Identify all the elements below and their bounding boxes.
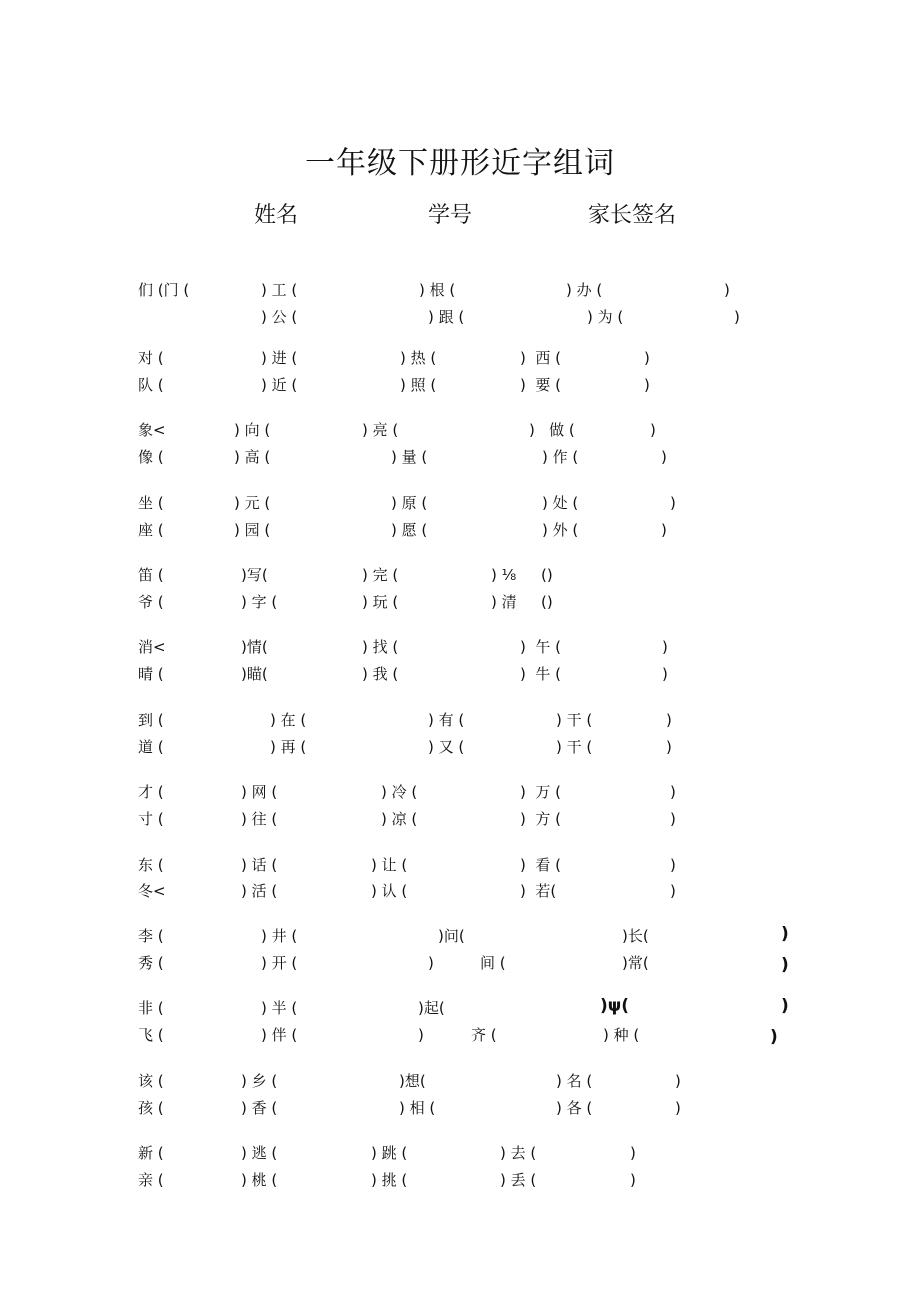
exercise-row-19-cell-4: )长( bbox=[622, 927, 649, 945]
exercise-row-23-cell-5: ) bbox=[675, 1072, 681, 1090]
exercise-row-12-cell-5: ) bbox=[662, 665, 668, 683]
exercise-row-13-cell-2: ) 在 ( bbox=[270, 711, 307, 729]
exercise-row-9-cell-2: )写( bbox=[241, 566, 268, 584]
exercise-row-25-cell-4: ) 去 ( bbox=[500, 1144, 537, 1162]
exercise-row-6-cell-2: ) 高 ( bbox=[234, 448, 271, 466]
exercise-row-3-cell-4: ) 西 ( bbox=[520, 349, 562, 367]
parent-signature-label: 家长签名 bbox=[588, 203, 677, 228]
exercise-row-16-cell-2: ) 往 ( bbox=[241, 810, 278, 828]
exercise-row-4-cell-2: ) 近 ( bbox=[261, 376, 298, 394]
exercise-row-12-cell-3: ) 我 ( bbox=[362, 665, 399, 683]
exercise-row-18-cell-2: ) 活 ( bbox=[241, 882, 278, 900]
exercise-row-4-cell-4: ) 要 ( bbox=[520, 376, 562, 394]
exercise-row-6-cell-3: ) 量 ( bbox=[391, 448, 428, 466]
exercise-row-14-cell-4: ) 干 ( bbox=[556, 738, 593, 756]
exercise-row-16-cell-1: 寸 ( bbox=[138, 810, 164, 828]
exercise-row-26-cell-1: 亲 ( bbox=[138, 1171, 164, 1189]
exercise-row-22-cell-3: ) bbox=[418, 1026, 424, 1044]
exercise-row-20-cell-2: ) 开 ( bbox=[261, 954, 298, 972]
exercise-row-6-cell-4: ) 作 ( bbox=[542, 448, 579, 466]
exercise-row-10-cell-4: ) 清 bbox=[491, 593, 517, 611]
exercise-row-10-cell-5: () bbox=[541, 593, 553, 611]
exercise-row-9-cell-5: () bbox=[541, 566, 553, 584]
exercise-row-15-cell-4: ) 万 ( bbox=[520, 783, 562, 801]
exercise-row-5-cell-3: ) 亮 ( bbox=[362, 421, 399, 439]
exercise-row-7-cell-1: 坐 ( bbox=[138, 494, 164, 512]
exercise-row-5-cell-5: ) bbox=[650, 421, 656, 439]
exercise-row-20-cell-6: ) bbox=[781, 955, 789, 975]
exercise-row-11-cell-2: )情( bbox=[241, 638, 268, 656]
exercise-row-21-cell-1: 非 ( bbox=[138, 999, 164, 1017]
exercise-row-17-cell-4: ) 看 ( bbox=[520, 856, 562, 874]
exercise-row-26-cell-2: ) 桃 ( bbox=[241, 1171, 278, 1189]
exercise-row-19-cell-2: ) 井 ( bbox=[261, 927, 298, 945]
student-id-label: 学号 bbox=[428, 203, 473, 228]
exercise-row-24-cell-1: 孩 ( bbox=[138, 1099, 164, 1117]
exercise-row-11-cell-3: ) 找 ( bbox=[362, 638, 399, 656]
exercise-row-3-cell-5: ) bbox=[644, 349, 650, 367]
exercise-row-2-cell-3: ) 为 ( bbox=[587, 308, 624, 326]
exercise-row-1-cell-4: ) 办 ( bbox=[566, 281, 603, 299]
exercise-row-3-cell-2: ) 进 ( bbox=[261, 349, 298, 367]
exercise-row-17-cell-1: 东 ( bbox=[138, 856, 164, 874]
exercise-row-22-cell-5: ) 种 ( bbox=[603, 1026, 640, 1044]
exercise-row-13-cell-5: ) bbox=[666, 711, 672, 729]
exercise-row-2-cell-1: ) 公 ( bbox=[261, 308, 298, 326]
exercise-row-17-cell-5: ) bbox=[670, 856, 676, 874]
exercise-row-13-cell-4: ) 干 ( bbox=[556, 711, 593, 729]
exercise-row-3-cell-3: ) 热 ( bbox=[400, 349, 437, 367]
exercise-row-7-cell-2: ) 元 ( bbox=[234, 494, 271, 512]
exercise-row-26-cell-5: ) bbox=[630, 1171, 636, 1189]
exercise-row-25-cell-5: ) bbox=[630, 1144, 636, 1162]
exercise-row-7-cell-4: ) 处 ( bbox=[542, 494, 579, 512]
exercise-row-6-cell-5: ) bbox=[661, 448, 667, 466]
exercise-row-24-cell-3: ) 相 ( bbox=[399, 1099, 436, 1117]
exercise-row-13-cell-3: ) 有 ( bbox=[428, 711, 465, 729]
exercise-row-19-cell-3: )问( bbox=[438, 927, 465, 945]
exercise-row-13-cell-1: 到 ( bbox=[138, 711, 164, 729]
exercise-row-11-cell-1: 消< bbox=[138, 638, 166, 656]
exercise-row-2-cell-2: ) 跟 ( bbox=[428, 308, 465, 326]
exercise-row-16-cell-4: ) 方 ( bbox=[520, 810, 562, 828]
exercise-row-7-cell-5: ) bbox=[670, 494, 676, 512]
exercise-row-24-cell-5: ) bbox=[675, 1099, 681, 1117]
exercise-row-1-cell-1: 们 (门 ( bbox=[138, 281, 190, 299]
exercise-row-8-cell-1: 座 ( bbox=[138, 521, 164, 539]
exercise-row-17-cell-3: ) 让 ( bbox=[371, 856, 408, 874]
exercise-row-15-cell-5: ) bbox=[670, 783, 676, 801]
exercise-row-14-cell-3: ) 又 ( bbox=[428, 738, 465, 756]
exercise-row-20-cell-4: 间 ( bbox=[480, 954, 506, 972]
exercise-row-14-cell-5: ) bbox=[666, 738, 672, 756]
exercise-row-25-cell-1: 新 ( bbox=[138, 1144, 164, 1162]
exercise-row-23-cell-1: 该 ( bbox=[138, 1072, 164, 1090]
exercise-row-8-cell-2: ) 园 ( bbox=[234, 521, 271, 539]
exercise-row-1-cell-5: ) bbox=[724, 281, 730, 299]
exercise-row-4-cell-5: ) bbox=[644, 376, 650, 394]
exercise-row-24-cell-2: ) 香 ( bbox=[241, 1099, 278, 1117]
exercise-row-15-cell-2: ) 网 ( bbox=[241, 783, 278, 801]
exercise-row-14-cell-2: ) 再 ( bbox=[270, 738, 307, 756]
exercise-row-25-cell-2: ) 逃 ( bbox=[241, 1144, 278, 1162]
exercise-row-15-cell-1: 才 ( bbox=[138, 783, 164, 801]
exercise-row-17-cell-2: ) 话 ( bbox=[241, 856, 278, 874]
exercise-row-11-cell-4: ) 午 ( bbox=[520, 638, 562, 656]
exercise-row-23-cell-2: ) 乡 ( bbox=[241, 1072, 278, 1090]
exercise-row-2-cell-4: ) bbox=[734, 308, 740, 326]
exercise-row-26-cell-4: ) 丢 ( bbox=[500, 1171, 537, 1189]
exercise-row-21-cell-5: ) bbox=[781, 996, 789, 1016]
exercise-row-18-cell-4: ) 若( bbox=[520, 882, 557, 900]
exercise-row-21-cell-3: )起( bbox=[418, 999, 445, 1017]
exercise-row-18-cell-3: ) 认 ( bbox=[371, 882, 408, 900]
exercise-row-12-cell-1: 晴 ( bbox=[138, 665, 164, 683]
exercise-row-15-cell-3: ) 冷 ( bbox=[381, 783, 418, 801]
exercise-row-25-cell-3: ) 跳 ( bbox=[371, 1144, 408, 1162]
exercise-row-14-cell-1: 道 ( bbox=[138, 738, 164, 756]
exercise-row-12-cell-4: ) 牛 ( bbox=[520, 665, 562, 683]
exercise-row-22-cell-1: 飞 ( bbox=[138, 1026, 164, 1044]
exercise-row-19-cell-5: ) bbox=[781, 924, 789, 944]
exercise-row-10-cell-1: 爷 ( bbox=[138, 593, 164, 611]
name-label: 姓名 bbox=[254, 203, 299, 228]
exercise-row-5-cell-4: ) 做 ( bbox=[529, 421, 575, 439]
exercise-row-22-cell-6: ) bbox=[770, 1027, 778, 1047]
exercise-row-26-cell-3: ) 挑 ( bbox=[371, 1171, 408, 1189]
exercise-row-4-cell-3: ) 照 ( bbox=[400, 376, 437, 394]
exercise-row-8-cell-4: ) 外 ( bbox=[542, 521, 579, 539]
exercise-row-18-cell-5: ) bbox=[670, 882, 676, 900]
exercise-row-21-cell-4: )ψ( bbox=[600, 996, 630, 1016]
exercise-row-20-cell-3: ) bbox=[428, 954, 434, 972]
exercise-row-1-cell-2: ) 工 ( bbox=[261, 281, 298, 299]
exercise-row-23-cell-3: )想( bbox=[399, 1072, 426, 1090]
exercise-row-1-cell-3: ) 根 ( bbox=[419, 281, 456, 299]
exercise-row-10-cell-3: ) 玩 ( bbox=[362, 593, 399, 611]
exercise-row-8-cell-5: ) bbox=[661, 521, 667, 539]
exercise-row-5-cell-2: ) 向 ( bbox=[234, 421, 271, 439]
exercise-row-10-cell-2: ) 字 ( bbox=[241, 593, 278, 611]
exercise-row-23-cell-4: ) 名 ( bbox=[556, 1072, 593, 1090]
exercise-row-11-cell-5: ) bbox=[662, 638, 668, 656]
exercise-row-22-cell-4: 齐 ( bbox=[471, 1026, 497, 1044]
exercise-row-19-cell-1: 李 ( bbox=[138, 927, 164, 945]
exercise-row-7-cell-3: ) 原 ( bbox=[391, 494, 428, 512]
exercise-row-6-cell-1: 像 ( bbox=[138, 448, 164, 466]
exercise-row-9-cell-4: ) ⅛ bbox=[491, 566, 517, 584]
exercise-row-18-cell-1: 冬< bbox=[138, 882, 166, 900]
exercise-row-3-cell-1: 对 ( bbox=[138, 349, 164, 367]
exercise-row-22-cell-2: ) 伴 ( bbox=[261, 1026, 298, 1044]
exercise-row-20-cell-1: 秀 ( bbox=[138, 954, 164, 972]
exercise-row-5-cell-1: 象< bbox=[138, 421, 166, 439]
exercise-row-20-cell-5: )常( bbox=[622, 954, 649, 972]
exercise-row-8-cell-3: ) 愿 ( bbox=[391, 521, 428, 539]
exercise-row-9-cell-3: ) 完 ( bbox=[362, 566, 399, 584]
exercise-row-21-cell-2: ) 半 ( bbox=[261, 999, 298, 1017]
exercise-row-12-cell-2: )瞄( bbox=[241, 665, 268, 683]
exercise-row-16-cell-5: ) bbox=[670, 810, 676, 828]
exercise-row-9-cell-1: 笛 ( bbox=[138, 566, 164, 584]
page-title: 一年级下册形近字组词 bbox=[305, 146, 615, 181]
exercise-row-4-cell-1: 队 ( bbox=[138, 376, 164, 394]
exercise-row-16-cell-3: ) 凉 ( bbox=[381, 810, 418, 828]
exercise-row-24-cell-4: ) 各 ( bbox=[556, 1099, 593, 1117]
